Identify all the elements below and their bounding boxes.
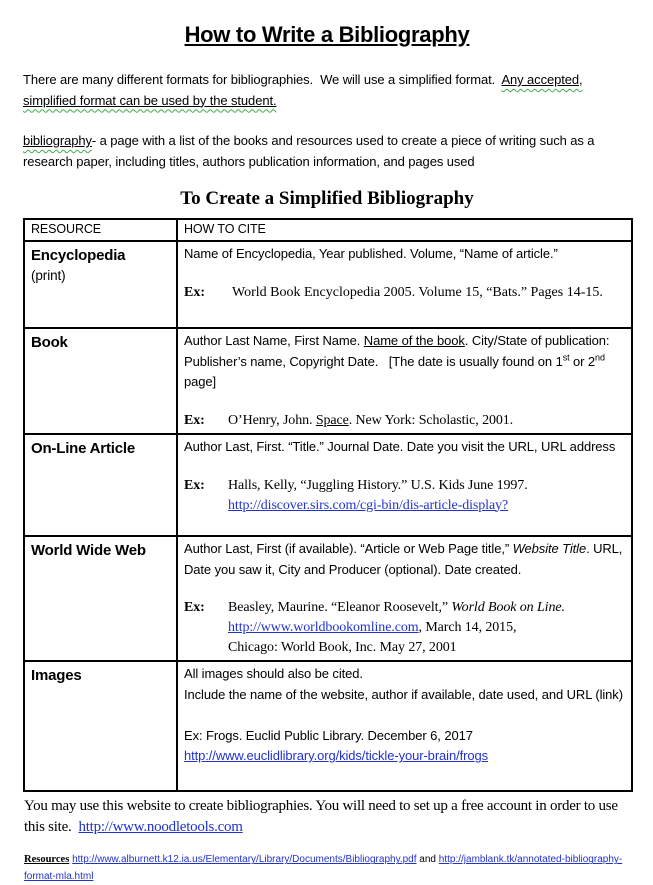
resources-label: Resources [24,854,70,866]
resource-name: World Wide Web [31,542,146,560]
resources-separator: and [416,854,439,866]
resource-cell-encyclopedia [24,241,177,328]
table-header-row [24,219,632,241]
example-body [228,411,623,431]
example-label: Ex: [184,600,205,616]
definition-term-wrap [23,133,92,148]
example-italic: World Book on Line. [451,600,565,616]
table-row-encyclopedia [24,241,632,328]
bibliography-table [23,218,633,792]
example-label: Ex: [184,477,205,493]
definition-text: - a page with a list of the books and resources used to create a piece of writing such as a research paper, including titles, authors publication information, and pages used [23,133,595,169]
definition-paragraph [23,131,631,172]
resource-cell-images [24,661,177,791]
cite-format [184,539,623,580]
resource-name: Encyclopedia [31,247,126,265]
column-header-how-to-cite: HOW TO CITE [177,219,632,241]
table-heading: To Create a Simplified Bibliography [180,188,474,210]
format-text: page] [184,374,217,390]
example-text: . New York: Scholastic, 2001. [348,412,514,428]
example-line-3: Chicago: World Book, Inc. May 27, 2001 [228,639,457,655]
resources-hyperlink-2[interactable]: http://jamblank.tk/annotated-bibliography-format-mla.html [24,854,623,882]
example-hyperlink[interactable]: http://discover.sirs.com/cgi-bin/dis-article-display? [228,497,509,513]
cite-format: Name of Encyclopedia, Year published. Volume, “Name of article.” [184,246,558,262]
example-body [228,476,623,516]
resource-name: On-Line Article [31,440,135,458]
example-hyperlink[interactable]: http://www.worldbookomline.com [228,620,419,636]
cite-format [184,331,623,393]
example-text: Beasley, Maurine. “Eleanor Roosevelt,” [228,600,452,616]
resources-hyperlink-1[interactable]: http://www.alburnett.k12.ia.us/Elementary/Library/Documents/Bibliography.pdf [72,854,417,866]
format-text: or 2 [569,353,596,369]
example-body [228,598,623,658]
example-label: Ex: [184,412,205,428]
intro-paragraph [23,70,631,111]
format-italic: Website Title [512,541,587,557]
example-line-1 [228,598,623,618]
cite-example [184,598,623,658]
definition-term: bibliography [23,133,92,149]
resource-subtitle: (print) [31,267,66,283]
format-text: . City/State of publication: Publisher’s name, Copyright Date. [The date is usually found on 1 [184,333,613,369]
cite-cell-images [177,661,632,791]
superscript-nd: nd [595,352,605,363]
intro-underlined-text: Any accepted, simplified format can be used by the student. [23,72,583,108]
example-text: Halls, Kelly, “Juggling History.” U.S. Kids June 1997. [228,477,528,493]
table-row-images [24,661,632,791]
resource-cell-world-wide-web [24,536,177,661]
table-row-world-wide-web [24,536,632,661]
page-title: How to Write a Bibliography [184,22,470,47]
noodletools-hyperlink[interactable]: http://www.noodletools.com [78,819,243,836]
cite-note-line-1: All images should also be cited. [184,665,363,681]
example-line-2 [228,618,623,638]
column-header-resource: RESOURCE [24,219,177,241]
cite-example-line: Ex: Frogs. Euclid Public Library. December 6, 2017 [184,727,473,743]
format-text: Author Last, First (if available). “Article or Web Page title,” [184,541,513,557]
example-text: World Book Encyclopedia 2005. Volume 15, “Bats.” Pages 14-15. [232,284,603,300]
resource-name: Book [31,334,68,352]
format-underlined: Name of the book [363,333,465,349]
resource-cell-online-article [24,434,177,536]
cite-cell-book [177,328,632,434]
format-text: Author Last Name, First Name. [184,333,364,349]
example-hyperlink[interactable]: http://www.euclidlibrary.org/kids/tickle-your-brain/frogs [184,748,489,764]
cite-example [184,476,623,516]
cite-format: Author Last, First. “Title.” Journal Date. Date you visit the URL, URL address [184,439,616,455]
cite-cell-encyclopedia [177,241,632,328]
superscript-st: st [562,352,570,363]
cite-example [184,283,623,303]
intro-text: There are many different formats for bibliographies. We will use a simplified format. [23,72,502,87]
cite-cell-world-wide-web [177,536,632,661]
example-underlined: Space [315,412,349,428]
cite-example [184,411,623,431]
cite-cell-online-article [177,434,632,536]
resource-name: Images [31,666,82,684]
example-label: Ex: [184,284,205,300]
footer-note-text: You may use this website to create bibliographies. You will need to set up a free account in order to use this site. [24,797,618,836]
format-text: . URL, Date you saw it, City and Producer (optional). Date created. [184,541,623,577]
example-text: O’Henry, John. [228,412,316,428]
table-row-book [24,328,632,434]
cite-note-line-2: Include the name of the website, author if available, date used, and URL (link) [184,687,623,703]
table-row-online-article [24,434,632,536]
example-text: , March 14, 2015, [418,620,517,636]
footer-note [24,796,631,839]
resources-line [24,851,631,885]
resource-cell-book [24,328,177,434]
